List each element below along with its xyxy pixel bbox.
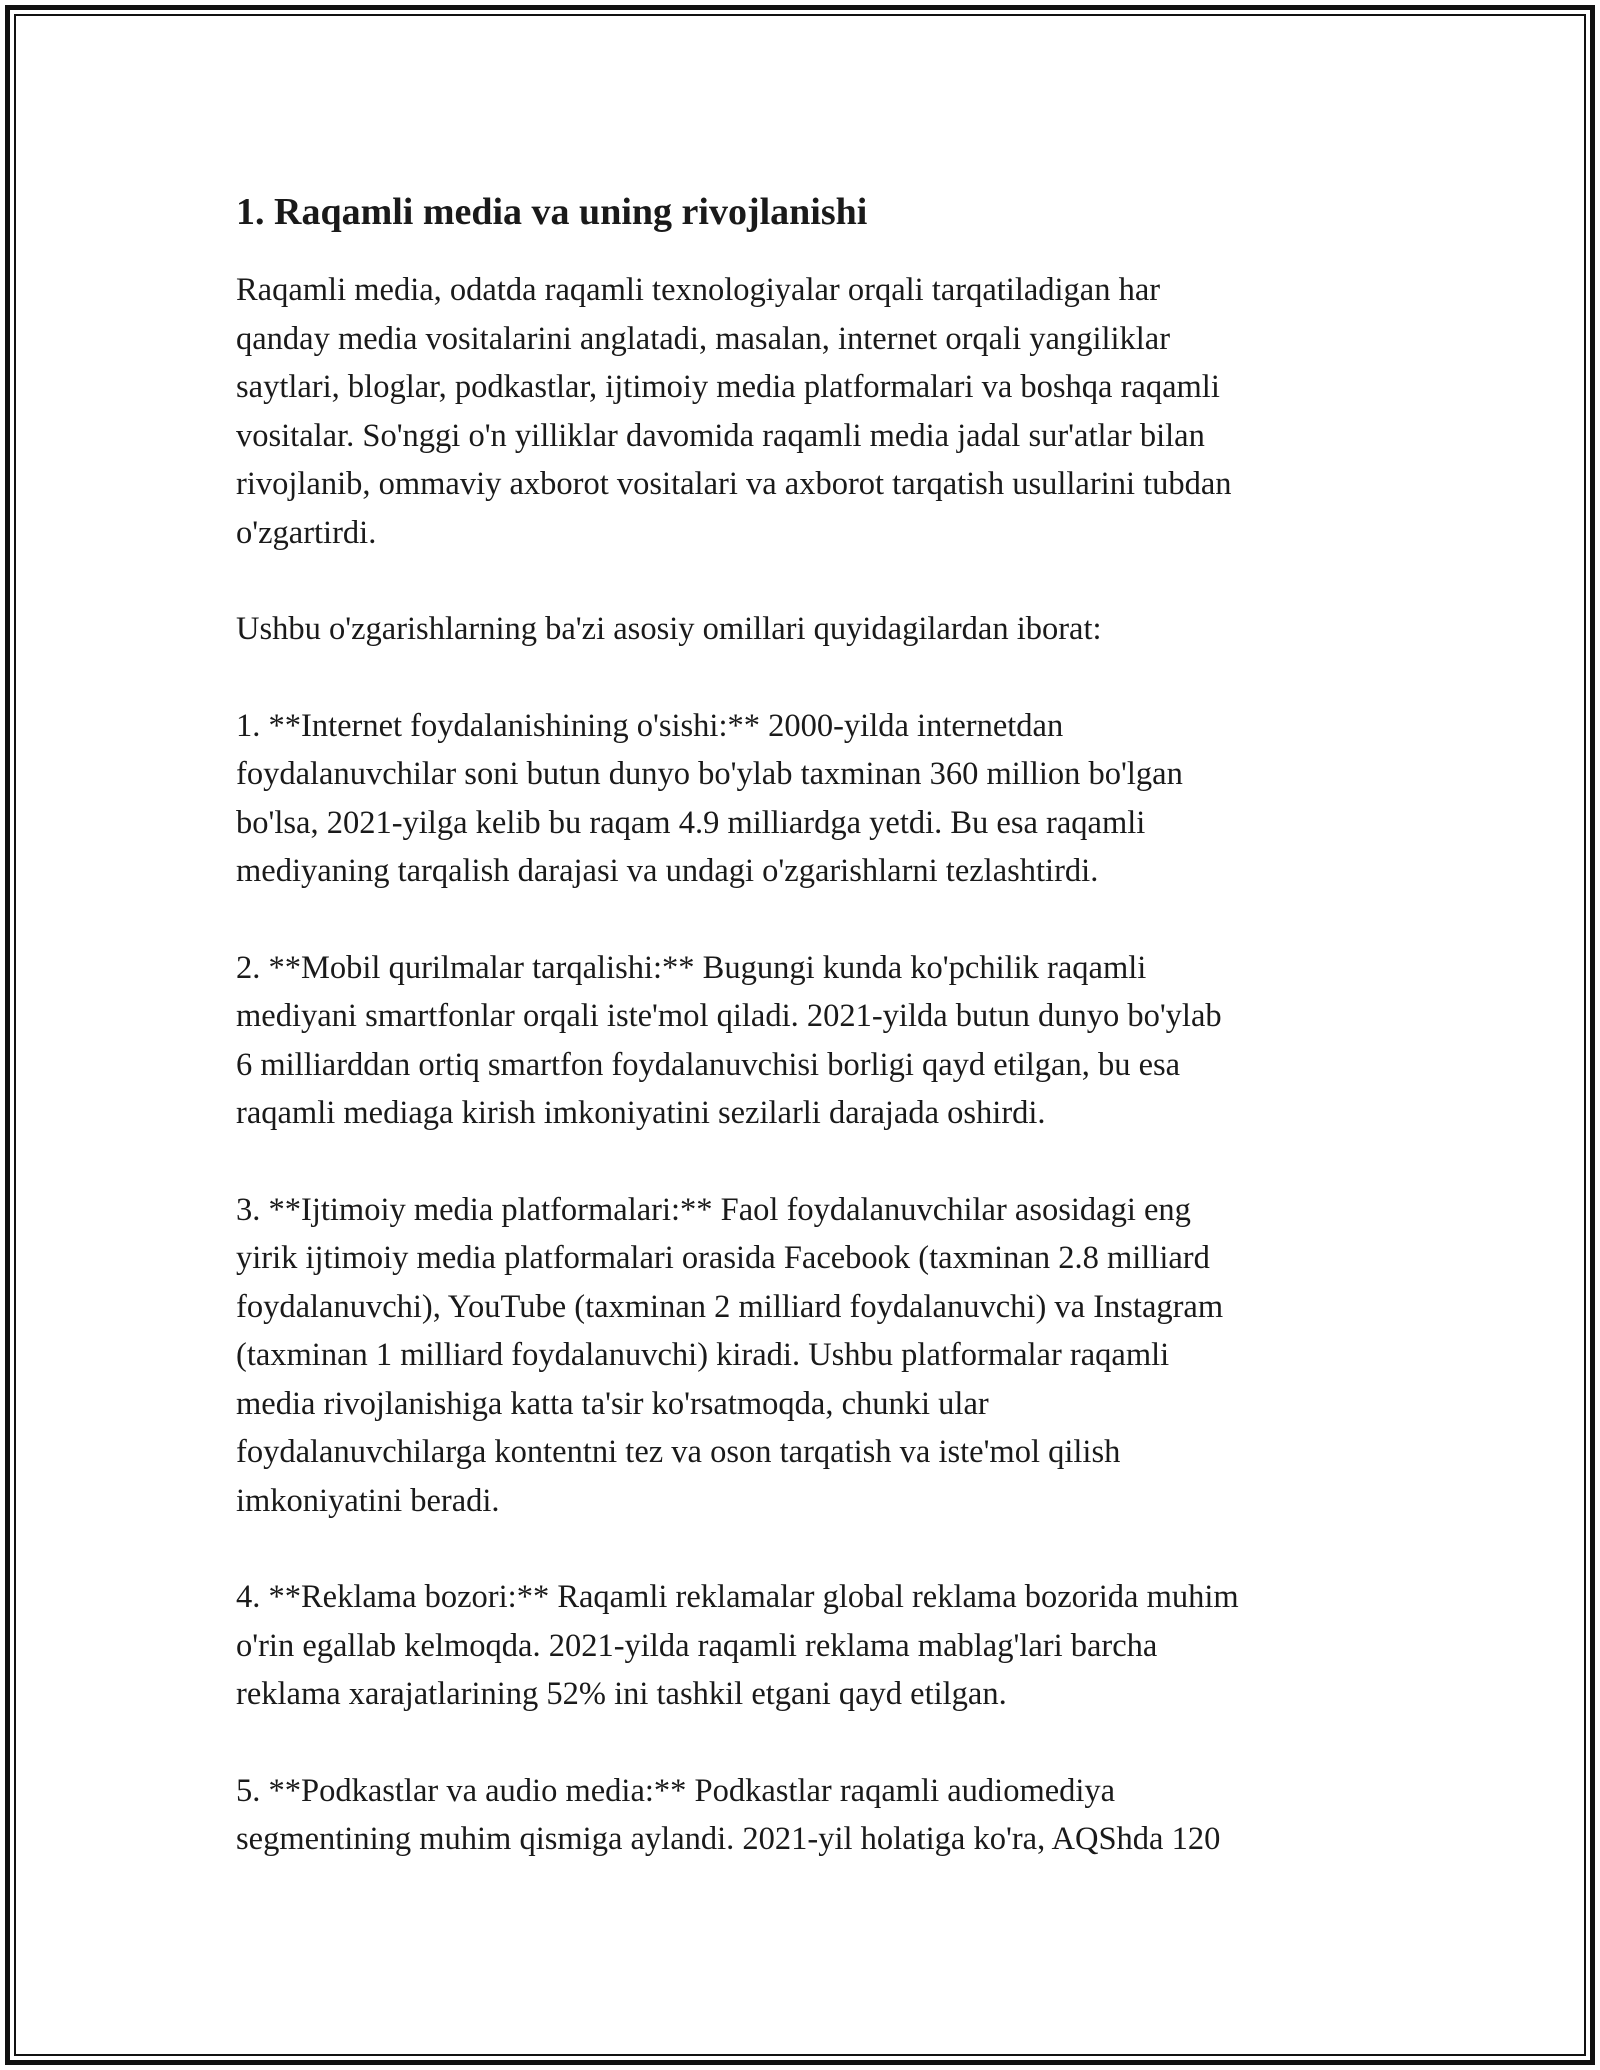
list-item-social-media: 3. **Ijtimoiy media platformalari:** Faol foydalanuvchilar asosidagi eng yirik ijtimoiy media platformalari orasida Facebook (taxminan 2.8 milliard foydalanuvchi), YouTube (taxminan 2 milliard foydalanuvchi) va Instagram (taxminan 1 milliard foydalanuvchi) kiradi. Ushbu platformalar raqamli media rivojlanishiga katta ta'sir ko'rsatmoqda, chunki ular foydalanuvchilarga kontentni tez va oson tarqatish va iste'mol qilish imkoniyatini beradi. xyxy=(236,1191,1224,1519)
list-item-internet-usage: 1. **Internet foydalanishining o'sishi:** 2000-yilda internetdan foydalanuvchilar soni butun dunyo bo'ylab taxminan 360 million bo'lgan bo'lsa, 2021-yilga kelib bu raqam 4.9 milliardga yetdi. Bu esa raqamli mediyaning tarqalish darajasi va undagi o'zgarishlarni tezlashtirdi. xyxy=(236,707,1183,889)
paragraph-factors-lead: Ushbu o'zgarishlarning ba'zi asosiy omillari quyidagilardan iborat: xyxy=(236,611,1102,647)
paragraph-intro: Raqamli media, odatda raqamli texnologiyalar orqali tarqatiladigan har qanday media vositalarini anglatadi, masalan, internet orqali yangiliklar saytlari, bloglar, podkastlar, ijtimoiy media platformalari va boshqa raqamli vositalar. So'nggi o'n yilliklar davomida raqamli media jadal sur'atlar bilan rivojlanib, ommaviy axborot vositalari va axborot tarqatish usullarini tubdan o'zgartirdi. xyxy=(236,272,1232,551)
document-title: 1. Raqamli media va uning rivojlanishi xyxy=(236,191,868,233)
list-item-advertising-market: 4. **Reklama bozori:** Raqamli reklamalar global reklama bozorida muhim o'rin egallab kelmoqda. 2021-yilda raqamli reklama mablag'lari barcha reklama xarajatlarining 52% ini tashkil etgani qayd etilgan. xyxy=(236,1579,1239,1712)
list-item-podcasts: 5. **Podkastlar va audio media:** Podkastlar raqamli audiomediya segmentining muhim qismiga aylandi. 2021-yil holatiga ko'ra, AQShda 120 xyxy=(236,1772,1221,1857)
document-body xyxy=(236,188,1386,1864)
list-item-mobile-devices: 2. **Mobil qurilmalar tarqalishi:** Bugungi kunda ko'pchilik raqamli mediyani smartfonlar orqali iste'mol qiladi. 2021-yilda butun dunyo bo'ylab 6 milliarddan ortiq smartfon foydalanuvchisi borligi qayd etilgan, bu esa raqamli mediaga kirish imkoniyatini sezilarli darajada oshirdi. xyxy=(236,949,1222,1131)
